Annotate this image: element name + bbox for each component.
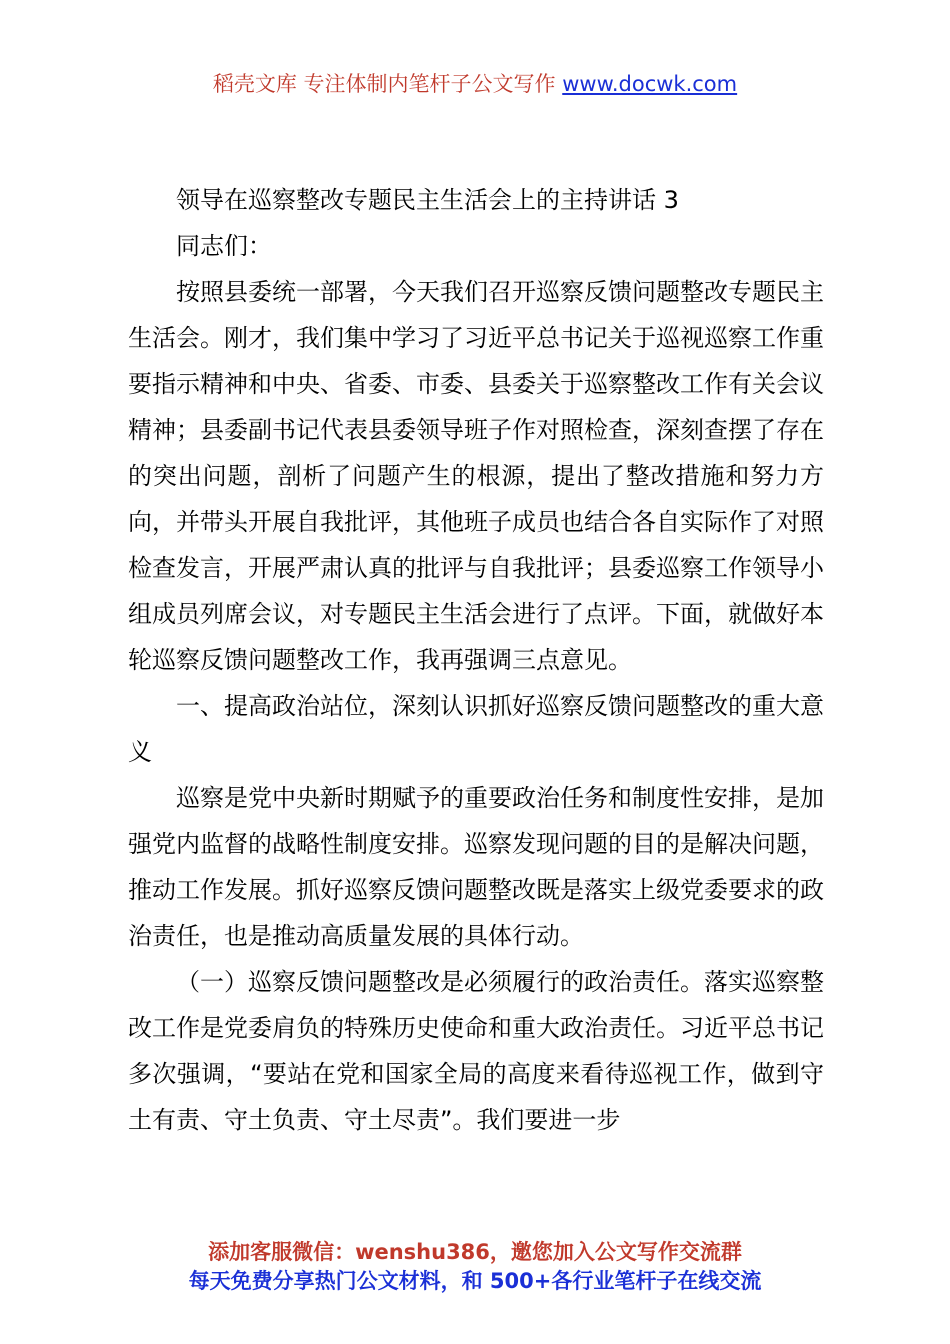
page-footer: [0, 1238, 950, 1296]
footer-share-line: 每天免费分享热门公文材料，和 500+各行业笔杆子在线交流: [188, 1269, 762, 1293]
paragraph-intro: 按照县委统一部署，今天我们召开巡察反馈问题整改专题民主生活会。刚才，我们集中学习了习近平总书记关于巡视巡察工作重要指示精神和中央、省委、市委、县委关于巡察整改工作有关会议精神；县委副书记代表县委领导班子作对照检查，深刻查摆了存在的突出问题，剖析了问题产生的根源，提出了整改措施和努力方向，并带头开展自我批评，其他班子成员也结合各自实际作了对照检查发言，开展严肃认真的批评与自我批评；县委巡察工作领导小组成员列席会议，对专题民主生活会进行了点评。下面，就做好本轮巡察反馈问题整改工作，我再强调三点意见。: [128, 278, 824, 674]
section-heading-1: 一、提高政治站位，深刻认识抓好巡察反馈问题整改的重大意义: [128, 692, 824, 766]
header-url-link[interactable]: www.docwk.com: [562, 72, 738, 96]
paragraph-subsection-1: （一）巡察反馈问题整改是必须履行的政治责任。落实巡察整改工作是党委肩负的特殊历史使命和重大政治责任。习近平总书记多次强调，“要站在党和国家全局的高度来看待巡视工作，做到守土有责、守土负责、守土尽责”。我们要进一步: [128, 968, 824, 1134]
page-header: [0, 66, 950, 102]
document-title: 领导在巡察整改专题民主生活会上的主持讲话 3: [176, 186, 679, 214]
footer-wechat-line: 添加客服微信：wenshu386，邀您加入公文写作交流群: [208, 1240, 742, 1264]
salutation: 同志们：: [176, 232, 272, 260]
header-brand: 稻壳文库 专注体制内笔杆子公文写作: [212, 72, 556, 96]
document-body: [128, 177, 824, 1143]
paragraph-section-1: 巡察是党中央新时期赋予的重要政治任务和制度性安排，是加强党内监督的战略性制度安排。巡察发现问题的目的是解决问题，推动工作发展。抓好巡察反馈问题整改既是落实上级党委要求的政治责任，也是推动高质量发展的具体行动。: [128, 784, 824, 950]
